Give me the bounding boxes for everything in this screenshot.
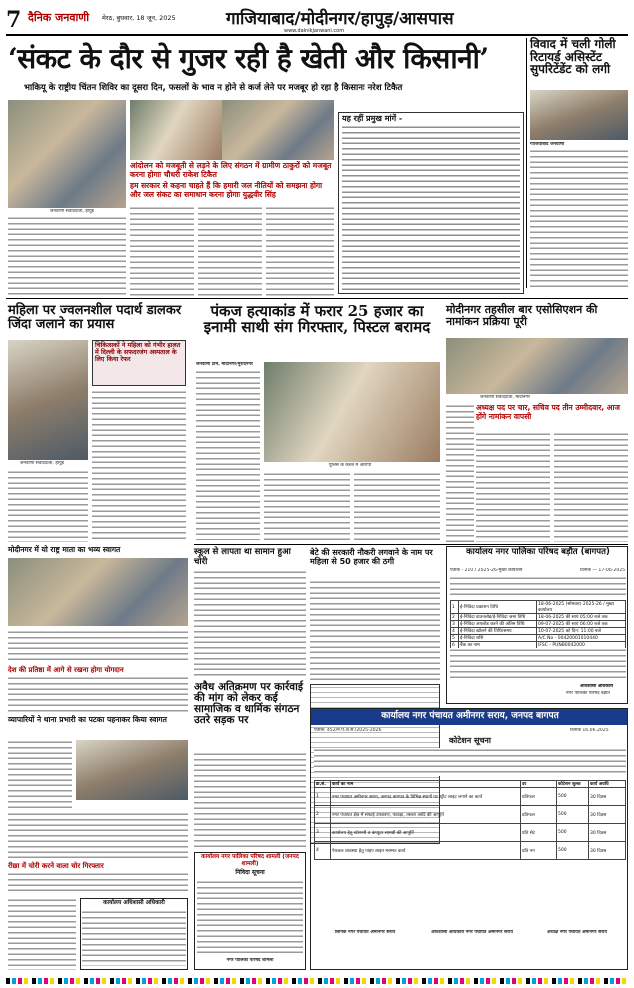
pankaj-caption: पुलिस के कब्जे में आरोपी [328, 463, 372, 468]
baraut-ad-table [450, 600, 626, 649]
table-cell: प्रतिफल [521, 788, 557, 806]
table-cell: 500 [557, 824, 589, 842]
women-headline: महिला पर ज्वलनशील पदार्थ डालकर जिंदा जलाने का प्रयास [8, 303, 182, 332]
vyapari-body-2 [8, 812, 188, 860]
women-photo [8, 340, 88, 460]
bar-headline: मोदीनगर तहसील बार एसोसिएशन की नामांकन प्रक्रिया पूरी [446, 303, 598, 328]
section-title: गाजियाबाद/मोदीनगर/हापुड़/आसपास [226, 9, 454, 29]
lead-headline: ‘संकट के दौर से गुजर रही है खेती और किसानी’ [8, 42, 489, 75]
bar-body-2 [476, 432, 550, 542]
table-row [451, 628, 626, 635]
table-header-cell: दर [521, 781, 557, 788]
lead-subhead-1: आंदोलन को मजबूती से लड़ने के लिए संगठन में ग्रामीण ठाकुरों को मजबूत करना होगाः चौधरी राकेश टिकैत [130, 161, 332, 179]
shamli-ad-body [197, 880, 303, 956]
bar-photo [446, 338, 628, 394]
table-row [315, 788, 626, 806]
baraut-ad-ref: पत्रांक - 210 / 2025-26-मुख्य कार्यालय [450, 568, 523, 573]
registration-strip [6, 978, 628, 984]
table-row [315, 824, 626, 842]
right-top-photo [530, 90, 628, 140]
table-header-cell: कोटेशन शुल्क [557, 781, 589, 788]
women-body-2 [92, 390, 186, 542]
right-top-dateline: गाजियाबाद जनवाणी [530, 142, 565, 147]
yoga-photo [8, 558, 188, 626]
encroach-headline: अवैध अतिक्रमण पर कार्रवाई की मांग को लेकर कई सामाजिक व धार्मिक संगठन उतरे सड़क पर [194, 681, 303, 727]
table-cell: 1 [315, 788, 331, 806]
baraut-ad-intro [450, 576, 626, 598]
page-number: 7 [6, 7, 22, 33]
amingar-ad-sign-3: अध्यक्ष नगर पंचायत अमीनगर सराय [547, 930, 607, 935]
table-cell: 18-06-2025 की सायं 05:00 बजे तक [537, 614, 626, 621]
amingar-ad-sign-1: लिपिक नगर पंचायत अमीनगर सराय [334, 930, 396, 935]
masthead [6, 6, 628, 34]
table-cell: प्रति नग [521, 842, 557, 860]
table-cell: प्रतिफल [521, 806, 557, 824]
table-cell: 3 [315, 824, 331, 842]
table-cell: प्रति सेट [521, 824, 557, 842]
amingar-ad-date: दिनांक 16.06.2025 [570, 728, 609, 733]
lead-photo-main [8, 100, 126, 208]
demands-box-body [342, 125, 520, 291]
table-cell: 3 [451, 621, 459, 628]
vyapari-body-1 [8, 740, 72, 810]
table-cell: 30 दिवस [589, 806, 626, 824]
pankaj-dateline: जनवाणी टीम, मोदीनगर/मुरादनगर [196, 362, 253, 367]
table-cell: 5 [451, 635, 459, 642]
table-row [315, 806, 626, 824]
pankaj-body-1 [196, 370, 260, 540]
table-cell: ई-निविदा डाउनलोड/ई-निविदा जमा तिथि [459, 614, 537, 621]
table-row [451, 614, 626, 621]
mid-rule [194, 544, 628, 545]
school-body [194, 570, 306, 678]
left-bottom-ad-body [82, 910, 186, 966]
table-header-cell: क्र.सं. [315, 781, 331, 788]
table-cell: A/C No - 00420001010440 [537, 635, 626, 642]
pankaj-photo [264, 362, 440, 462]
website: www.dainikjanwani.com [284, 28, 345, 34]
table-cell: 10-07-2025 को दिन: 11:00 बजे [537, 628, 626, 635]
table-cell: 30 दिवस [589, 788, 626, 806]
amingar-ad-sign-2: अधिशासी अधिकारी नगर पंचायत अमीनगर सराय [431, 930, 513, 935]
lead-body-col-4 [266, 206, 334, 296]
table-cell: बैंक का नाम [459, 642, 537, 649]
shamli-ad-notice: निविदा सूचना [235, 869, 265, 876]
shamli-ad-footer: नगर पालिका परिषद शामली [226, 958, 274, 963]
table-cell: 18-06-2025 (सोमवार) 2025-26 / मुख्य कार्यालय [537, 601, 626, 614]
pankaj-body-2 [264, 472, 350, 540]
vyapari-headline: व्यापारियों ने थाना प्रभारी का पटका पहनाकर किया स्वागत [8, 715, 167, 724]
amingar-ad-intro [314, 748, 626, 776]
table-header-row [315, 781, 626, 788]
table-row [451, 621, 626, 628]
yoga-headline: मोदीनगर में यो राष्ट्र माता का भव्य स्वागत [8, 545, 121, 554]
masthead-rule [6, 34, 628, 36]
table-cell: नगर पंचायत क्षेत्र में सफाई उपकरण, फावड़ा, तसला आदि की आपूर्ति [331, 806, 521, 824]
women-side-headline: चिकित्सकों ने महिला को गंभीर हालत में दिल्ली के सफदरजंग अस्पताल के लिए किया रेफर [95, 342, 181, 364]
table-cell: 6 [451, 642, 459, 649]
lead-subhead-2: हम सरकार से कहना चाहते हैं कि हमारी जल नीतियों को समझना होगा और जल संकट का समाधान करना होगाः युद्धवीर सिंह [130, 181, 323, 199]
baraut-ad-signatory-place: नगर पालिका परिषद बड़ौत [566, 691, 610, 696]
amingar-ad-table [314, 780, 626, 860]
lead-body-col-2 [130, 206, 194, 296]
right-col-divider [526, 38, 527, 288]
vyapari-body-3 [8, 872, 188, 894]
amingar-ad-notice: कोटेशन सूचना [449, 736, 491, 745]
pankaj-body-3 [354, 472, 440, 540]
table-cell: 30 दिवस [589, 824, 626, 842]
encroach-body [194, 752, 306, 850]
baraut-ad-signatory: अधिशासी अधिकारी [580, 684, 614, 689]
lead-bottom-rule [6, 298, 628, 299]
table-cell: 30 दिवस [589, 842, 626, 860]
table-cell: ई-निविदा अपलोड करने की अंतिम तिथि [459, 621, 537, 628]
bar-body-3 [554, 432, 628, 542]
job-body [310, 580, 440, 680]
table-cell: 1 [451, 601, 459, 614]
table-cell: ई-निविदा राशि [459, 635, 537, 642]
lead-photo-caption: जनवाणी संवाददाता, हापुड़ [50, 209, 95, 214]
table-cell: पेयजल व्यवस्था हेतु पाइप लाइन मरम्मत कार्य [331, 842, 521, 860]
bar-body-1 [446, 404, 474, 542]
job-headline: बेटे की सरकारी नौकरी लगवाने के नाम पर महिला से 50 हजार की ठगी [310, 548, 433, 567]
pankaj-headline: पंकज हत्याकांड में फरार 25 हजार का इनामी साथी संग गिरफ्तार, पिस्टल बरामद [203, 302, 431, 336]
table-cell: 500 [557, 842, 589, 860]
shamli-ad-title: कार्यालय नगर पालिका परिषद शामली (जनपद शामली) [201, 854, 299, 867]
table-cell: नगर पंचायत अमीनगर सराय, जनपद बागपत के विभिन्न स्थानों पर स्ट्रीट लाइट लगाने का कार्य [331, 788, 521, 806]
women-body-1 [8, 470, 88, 542]
baraut-ad-notes [450, 648, 626, 680]
women-caption: जनवाणी संवाददाता, हापुड़ [20, 461, 65, 466]
bar-caption: जनवाणी संवाददाता, मोदीनगर [480, 395, 530, 400]
table-cell: ई-निविदा प्रकाशन तिथि [459, 601, 537, 614]
right-top-headline: विवाद में चली गोली रिटायर्ड असिस्टेंट सुपरिटेंडेंट को लगी [530, 37, 616, 77]
table-header-cell: कार्य अवधि [589, 781, 626, 788]
table-cell: 500 [557, 788, 589, 806]
table-cell: कार्यालय हेतु स्टेशनरी व कंप्यूटर सामग्री की आपूर्ति [331, 824, 521, 842]
paper-name: दैनिक जनवाणी [28, 11, 90, 24]
table-cell: 2 [451, 614, 459, 621]
demands-box-title: यह रहीं प्रमुख मांगें - [342, 114, 403, 123]
lead-body-col-1 [8, 216, 126, 296]
school-headline: स्कूल से लापता था सामान हुआ चोरी [194, 547, 291, 567]
edition-date: मेरठ, बुधवार, 18 जून, 2025 [102, 14, 176, 22]
vyapari-subhead: रीछा में चोरी करने वाला चोर गिरफ्तार [8, 862, 104, 870]
table-cell: 2 [315, 806, 331, 824]
lead-photo-2 [130, 100, 222, 160]
table-cell: ई-निविदा खोलने की तिथि/समय [459, 628, 537, 635]
yoga-subhead: देश की प्रतिष्ठा में आगे से रखना होगा योगदान [8, 666, 124, 674]
amingar-ad-ref: पत्रांक: 452/न.पं.अ.स./2025-2026 [314, 728, 382, 733]
baraut-ad-title: कार्यालय नगर पालिका परिषद बड़ौत (बागपत) [466, 547, 610, 557]
table-row [451, 601, 626, 614]
lead-photo-3 [222, 100, 334, 160]
bar-subhead: अध्यक्ष पद पर चार, सचिव पद तीन उम्मीदवार, आज होंगे नामांकन वापसी [476, 403, 620, 421]
vyapari-photo [76, 740, 188, 800]
table-cell: 09-07-2025 की सायं 06:00 बजे तक [537, 621, 626, 628]
left-bottom-ad-title: कार्यालय अधिशासी अधिकारी [103, 900, 165, 906]
table-row [315, 842, 626, 860]
table-cell: 500 [557, 806, 589, 824]
right-top-body [530, 149, 628, 291]
lead-deck: भाकियू के राष्ट्रीय चिंतन शिविर का दूसरा दिन, फसलों के भाव न होने से कर्ज लेने पर मजबूर हो रहा है किसानः नरेश टिकैत [24, 83, 403, 93]
yoga-body-1 [8, 630, 188, 664]
table-header-cell: कार्य का नाम [331, 781, 521, 788]
table-row [451, 635, 626, 642]
baraut-ad-date: दिनांक — 17-06-2025 [580, 568, 626, 573]
yoga-body-2 [8, 676, 188, 712]
lead-body-col-3 [198, 206, 262, 296]
left-bottom-story [8, 898, 76, 970]
table-cell: 4 [315, 842, 331, 860]
amingar-ad-title: कार्यालय नगर पंचायत अमीनगर सराय, जनपद बागपत [381, 711, 559, 721]
table-cell: 4 [451, 628, 459, 635]
table-cell: IFSC - PUNB0042000 [537, 642, 626, 649]
